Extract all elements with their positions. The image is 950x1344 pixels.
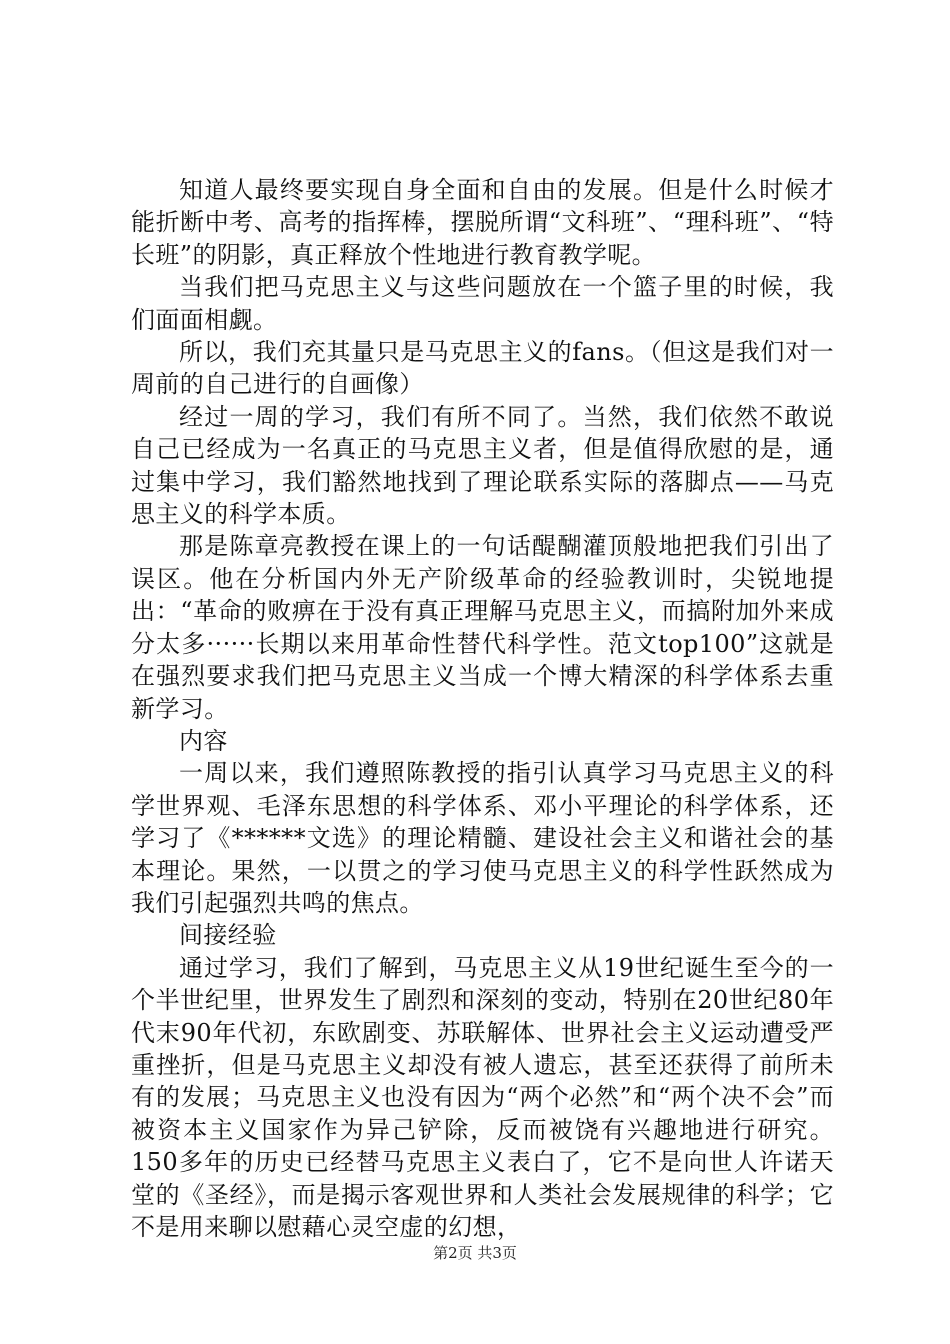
page-footer: 第2页 共3页 [433, 1244, 517, 1262]
body-text [131, 174, 834, 1243]
section-label-indirect-experience: 间接经验 [179, 921, 277, 950]
paragraph-4: 经过一周的学习，我们有所不同了。当然，我们依然不敢说自己已经成为一名真正的马克思主义者，但是值得欣慰的是，通过集中学习，我们豁然地找到了理论联系实际的落脚点——马克思主义的科学本质。 [131, 402, 834, 529]
section-label-content: 内容 [179, 726, 228, 755]
paragraph-3: 所以，我们充其量只是马克思主义的fans。（但这是我们对一周前的自己进行的自画像） [131, 338, 834, 399]
paragraph-6: 一周以来，我们遵照陈教授的指引认真学习马克思主义的科学世界观、毛泽东思想的科学体系、邓小平理论的科学体系，还学习了《******文选》的理论精髓、建设社会主义和谐社会的基本理论。果然，一以贯之的学习使马克思主义的科学性跃然成为我们引起强烈共鸣的焦点。 [131, 759, 834, 917]
paragraph-5: 那是陈章亮教授在课上的一句话醍醐灌顶般地把我们引出了误区。他在分析国内外无产阶级革命的经验教训时，尖锐地提出：“革命的败痹在于没有真正理解马克思主义，而搞附加外来成分太多······长期以来用革命性替代科学性。范文top100”这就是在强烈要求我们把马克思主义当成一个博大精深的科学体系去重新学习。 [131, 532, 834, 723]
paragraph-2: 当我们把马克思主义与这些问题放在一个篮子里的时候，我们面面相觑。 [131, 273, 834, 334]
paragraph-1: 知道人最终要实现自身全面和自由的发展。但是什么时候才能折断中考、高考的指挥棒，摆脱所谓“文科班”、“理科班”、“特长班”的阴影，真正释放个性地进行教育教学呢。 [131, 176, 834, 269]
paragraph-7: 通过学习，我们了解到，马克思主义从19世纪诞生至今的一个半世纪里，世界发生了剧烈和深刻的变动，特别在20世纪80年代末90年代初，东欧剧变、苏联解体、世界社会主义运动遭受严重挫折，但是马克思主义却没有被人遗忘，甚至还获得了前所未有的发展；马克思主义也没有因为“两个必然”和“两个决不会”而被资本主义国家作为异己铲除，反而被饶有兴趣地进行研究。150多年的历史已经替马克思主义表白了，它不是向世人许诺天堂的《圣经》，而是揭示客观世界和人类社会发展规律的科学；它不是用来聊以慰藉心灵空虚的幻想， [131, 953, 834, 1241]
